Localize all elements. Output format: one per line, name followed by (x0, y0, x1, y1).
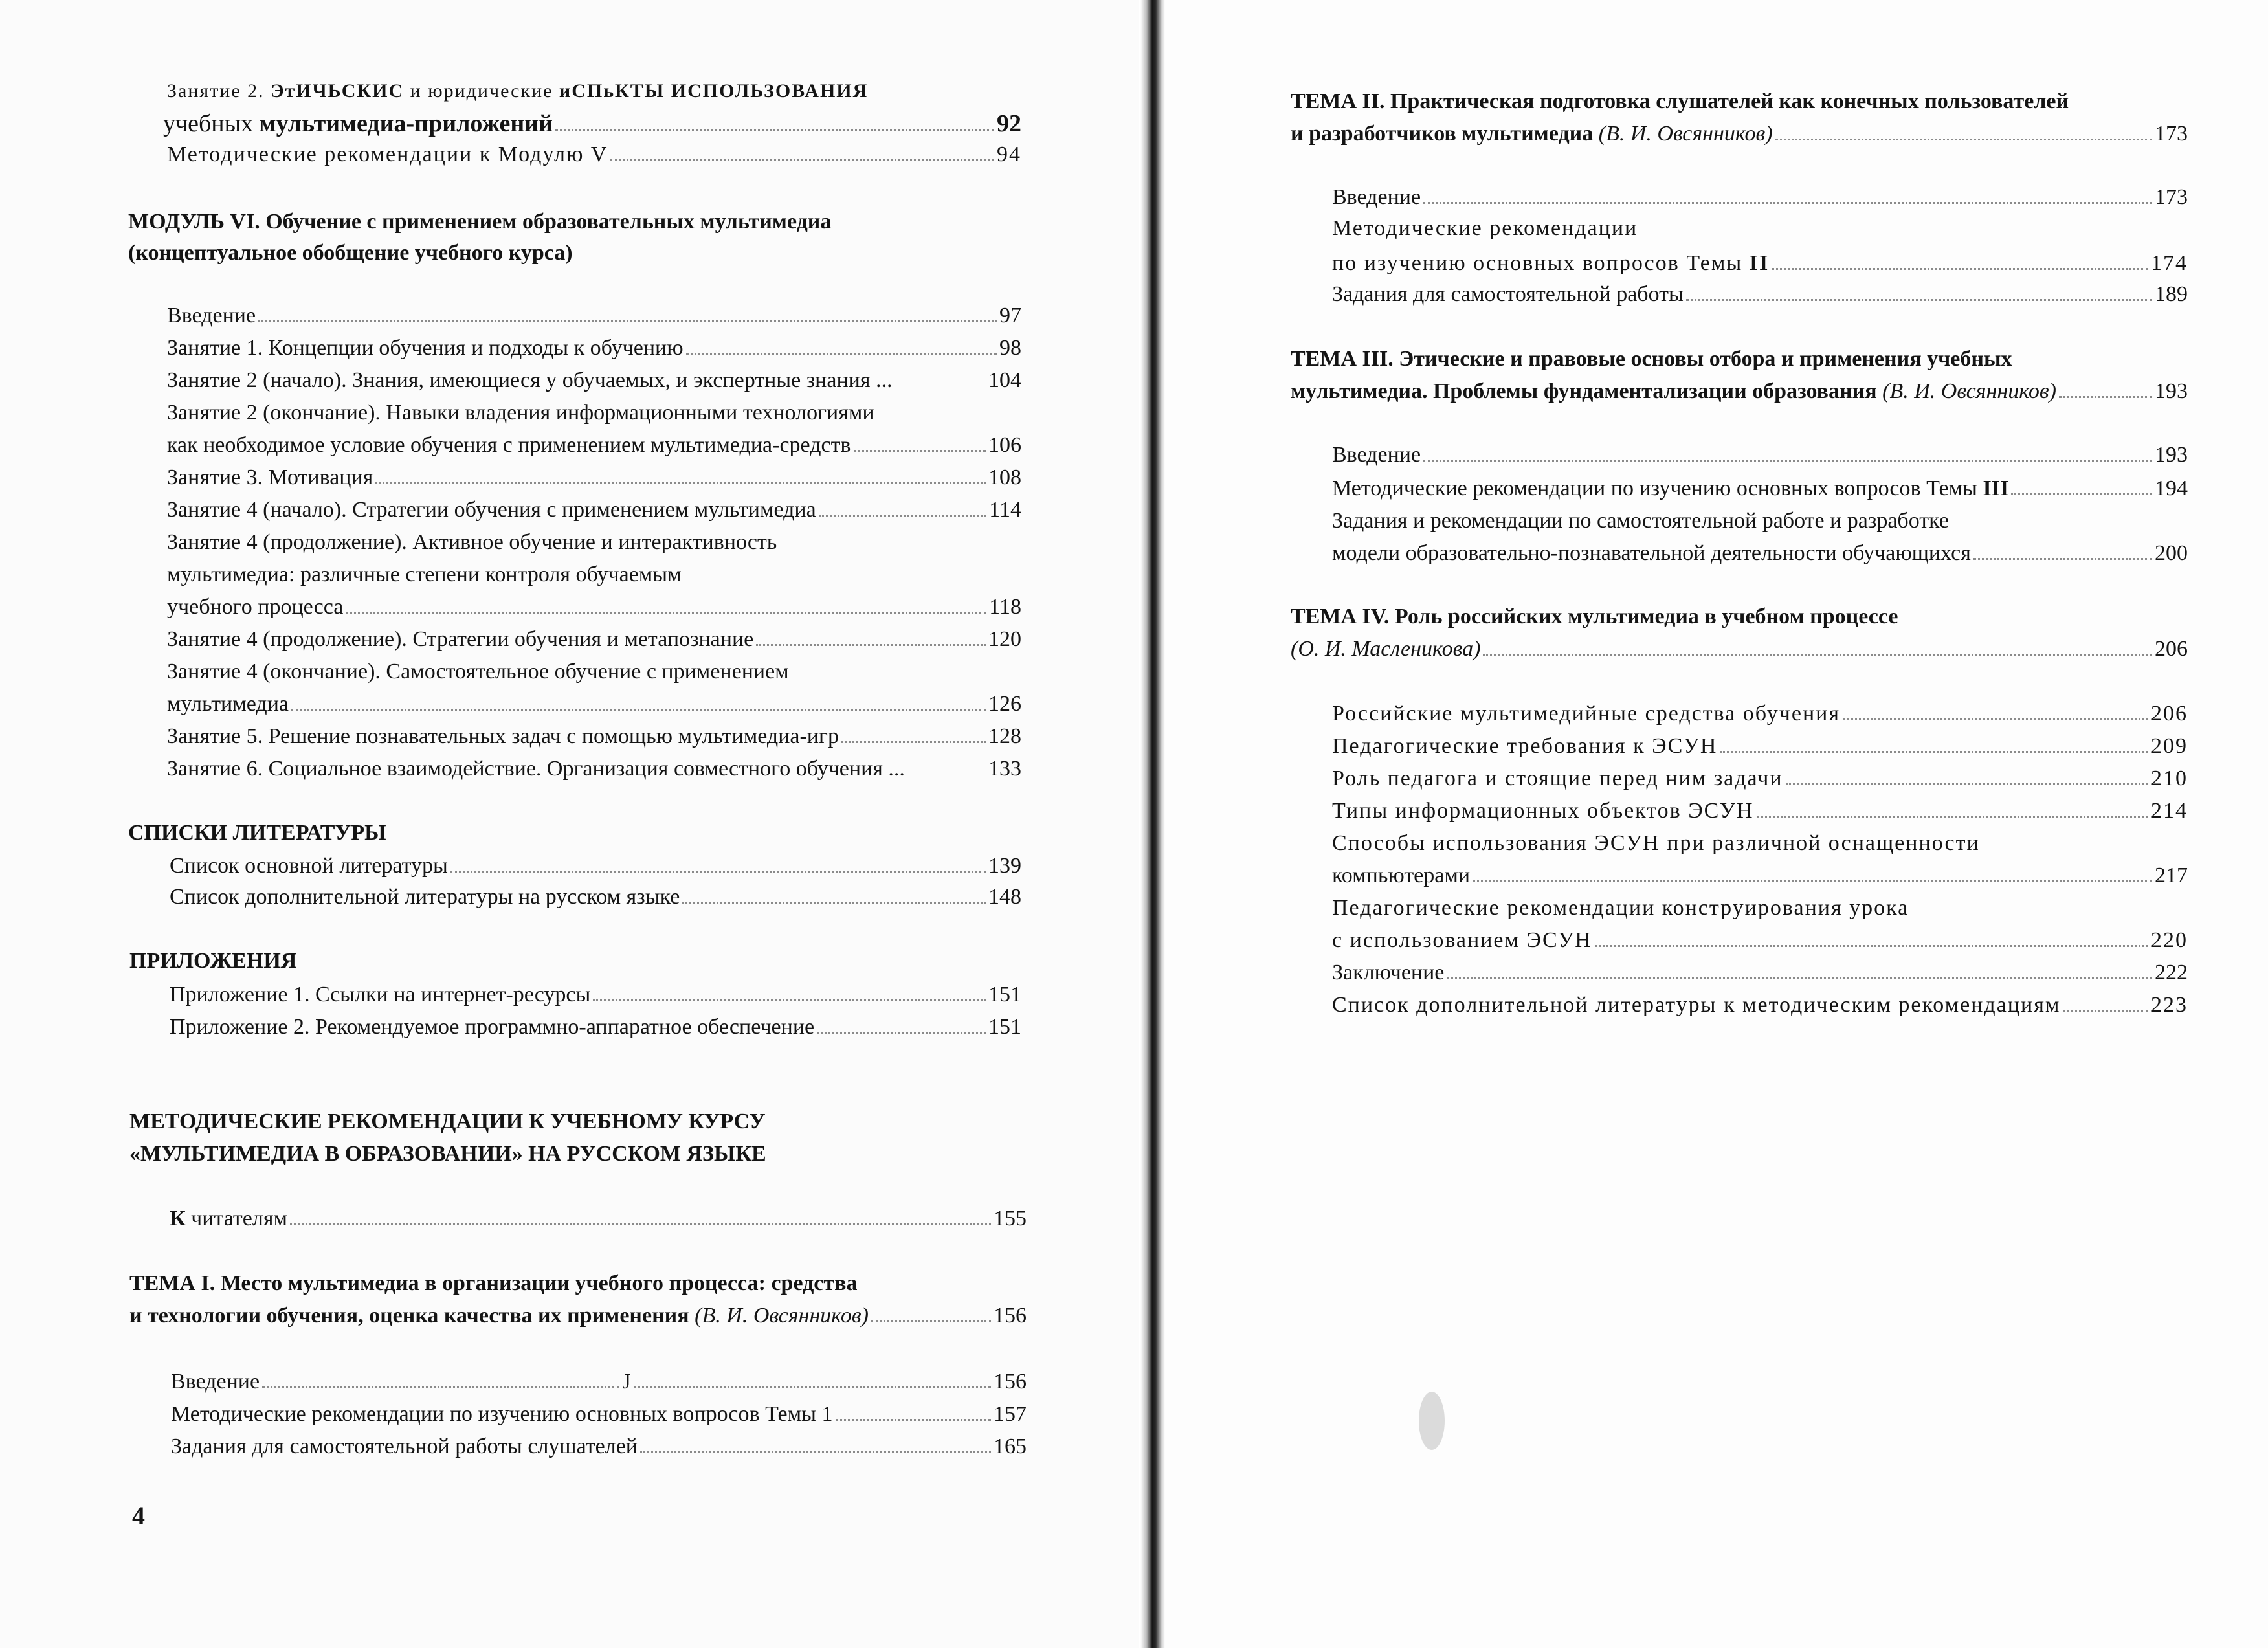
page-ref: 206 (2151, 702, 2188, 726)
entry-text: Занятие 4 (окончание). Самостоятельное обучение с применением (167, 660, 789, 684)
entry-text: модели образовательно-познавательной деятельности обучающихся (1332, 541, 1971, 565)
page-ref: 193 (2155, 443, 2188, 467)
page-ref: 120 (988, 627, 1021, 651)
toc-entry (1332, 439, 2188, 471)
dot-leader (346, 612, 986, 614)
page-ref: 128 (988, 724, 1021, 748)
appendices-heading: ПРИЛОЖЕНИЯ (129, 949, 297, 973)
dot-leader (1595, 945, 2148, 947)
scan-smudge (1419, 1392, 1445, 1450)
entry-mark: J (622, 1370, 631, 1394)
recs-heading-line1: МЕТОДИЧЕСКИЕ РЕКОМЕНДАЦИИ К УЧЕБНОМУ КУРСУ (129, 1109, 766, 1133)
page-number: 4 (132, 1501, 145, 1530)
page-ref: 114 (989, 498, 1021, 522)
entry-text: Список основной литературы (170, 854, 448, 878)
right-page (1165, 0, 2268, 1648)
dot-leader (841, 741, 986, 743)
toc-entry (167, 429, 1021, 462)
page-ref: 156 (994, 1370, 1027, 1394)
dot-leader (1423, 202, 2152, 204)
entry-text: Способы использования ЭСУН при различной оснащенности (1332, 831, 1980, 855)
page-ref: 151 (988, 983, 1021, 1007)
page-ref: 200 (2155, 541, 2188, 565)
entry-text: Занятие 4 (продолжение). Стратегии обучения и метапознание (167, 627, 754, 651)
toc-entry (167, 753, 1021, 785)
entry-text: Задания для самостоятельной работы слушателей (171, 1434, 638, 1458)
module6-heading-line2: (концептуальное обобщение учебного курса) (128, 241, 573, 265)
entry-text: Задания и рекомендации по самостоятельной работе и разработке (1332, 509, 1949, 533)
entry-text: читателям (191, 1207, 288, 1230)
page-ref: 94 (997, 142, 1021, 166)
author: (В. И. Овсянников) (1882, 379, 2056, 403)
entry-text-bold: мультимедиа-приложений (259, 110, 553, 137)
toc-entry (1332, 537, 2188, 570)
theme2-heading-line1: ТЕМА II. Практическая подготовка слушателей как конечных пользователей (1291, 89, 2069, 113)
toc-entry-lesson2-ethics-line1 (167, 75, 1021, 107)
dot-leader (1447, 977, 2152, 979)
toc-entry (167, 300, 1021, 332)
entry-text: учебных (163, 110, 254, 137)
theme1-heading-line1: ТЕМА I. Место мультимедиа в организации учебного процесса: средства (129, 1271, 858, 1295)
dot-leader (1786, 783, 2148, 785)
toc-entry (1332, 473, 2188, 505)
dot-leader (756, 644, 986, 646)
toc-entry (170, 850, 1021, 882)
page-ref: 173 (2155, 185, 2188, 209)
toc-entry (1332, 763, 2188, 795)
entry-text: Российские мультимедийные средства обучения (1332, 702, 1841, 726)
toc-entry (167, 397, 874, 429)
entry-text: Введение (1332, 443, 1421, 467)
entry-text: Занятие 4 (начало). Стратегии обучения с применением мультимедиа (167, 498, 816, 522)
dot-leader (2011, 493, 2152, 495)
toc-entry (167, 656, 789, 688)
entry-text: Введение (167, 304, 256, 328)
entry-text-bold: К (170, 1207, 186, 1230)
page-ref: 210 (2151, 766, 2188, 790)
page-ref: 126 (988, 692, 1021, 716)
dot-leader (640, 1451, 991, 1453)
page-ref: 148 (988, 885, 1021, 909)
toc-entry (1332, 730, 2188, 763)
theme4-heading-line2 (1291, 633, 2188, 665)
dot-leader (686, 353, 997, 355)
entry-text: Методические рекомендации к Модулю V (167, 142, 608, 166)
entry-text: по изучению основных вопросов Темы (1332, 251, 1743, 275)
entry-text: Педагогические рекомендации конструирования урока (1332, 896, 1909, 920)
dot-leader (854, 450, 986, 452)
page-ref: 174 (2151, 251, 2188, 275)
toc-entry-module5-recs (167, 139, 1021, 171)
dot-leader (291, 709, 986, 711)
recs-heading-line2: «МУЛЬТИМЕДИА В ОБРАЗОВАНИИ» НА РУССКОМ ЯЗЫКЕ (129, 1142, 766, 1166)
toc-entry (1332, 892, 1909, 924)
module6-heading-line1: МОДУЛЬ VI. Обучение с применением образовательных мультимедиа (128, 210, 832, 234)
dot-leader (1973, 558, 2152, 560)
toc-entry (171, 1431, 1027, 1463)
entry-text: Заключение (1332, 961, 1445, 985)
entry-text: с использованием ЭСУН (1332, 928, 1592, 952)
entry-text-bold: II (1749, 251, 1770, 275)
toc-entry (167, 494, 1021, 526)
entry-text: Введение (1332, 185, 1421, 209)
entry-text: Типы информационных объектов ЭСУН (1332, 799, 1754, 823)
page-ref: 151 (988, 1015, 1021, 1039)
toc-entry (167, 720, 1021, 753)
page-ref: 106 (988, 433, 1021, 457)
entry-text-bold: ЭтИЧЬСКИС (271, 80, 405, 102)
page-ref: 155 (994, 1207, 1027, 1230)
dot-leader (375, 482, 986, 484)
toc-entry (170, 1011, 1021, 1043)
page-ref: 133 (988, 757, 1021, 781)
toc-entry (1332, 924, 2188, 957)
dot-leader (1720, 751, 2148, 753)
toc-entry (1332, 505, 1949, 537)
page-ref: 139 (988, 854, 1021, 878)
dot-leader (450, 871, 986, 873)
entry-text-bold: III (1983, 476, 2009, 500)
entry-text: Список дополнительной литературы на русском языке (170, 885, 680, 909)
page-ref: 222 (2155, 961, 2188, 985)
entry-text: компьютерами (1332, 863, 1471, 887)
entry-text: Методические рекомендации по изучению основных вопросов Темы 1 (171, 1402, 833, 1426)
entry-text: Список дополнительной литературы к методическим рекомендациям (1332, 993, 2061, 1017)
author: (О. И. Масленикова) (1291, 637, 1481, 661)
dot-leader (1686, 299, 2152, 301)
dot-leader (1483, 654, 2152, 656)
toc-entry (1332, 212, 1638, 245)
dot-leader (1423, 460, 2152, 462)
page-ref: 118 (989, 595, 1021, 619)
author: (В. И. Овсянников) (1598, 122, 1773, 146)
entry-text: Введение (171, 1370, 260, 1394)
heading-text: и разработчиков мультимедиа (1291, 122, 1594, 146)
page-ref: 98 (999, 336, 1021, 360)
entry-text: и юридические (410, 80, 553, 102)
toc-entry (1332, 957, 2188, 989)
entry-text: мультимедиа (167, 692, 289, 716)
theme2-heading-line2 (1291, 118, 2188, 150)
entry-text: учебного процесса (167, 595, 344, 619)
dot-leader (1843, 718, 2148, 720)
dot-leader (2063, 1010, 2148, 1012)
page-ref: 156 (994, 1304, 1027, 1328)
page-ref: 165 (994, 1434, 1027, 1458)
author: (В. И. Овсянников) (695, 1304, 869, 1328)
page-ref: 209 (2151, 734, 2188, 758)
theme3-heading-line2 (1291, 375, 2188, 408)
toc-entry (170, 881, 1021, 913)
toc-entry (167, 591, 1021, 623)
dot-leader (555, 129, 994, 131)
toc-entry (167, 559, 682, 591)
entry-text: мультимедиа: различные степени контроля обучаемым (167, 562, 682, 586)
toc-entry (1332, 278, 2188, 311)
entry-text: Занятие 2 (окончание). Навыки владения информационными технологиями (167, 401, 874, 425)
dot-leader (682, 902, 986, 904)
page-ref: 104 (988, 368, 1021, 392)
entry-text: Приложение 2. Рекомендуемое программно-аппаратное обеспечение (170, 1015, 815, 1039)
toc-entry (171, 1398, 1027, 1431)
dot-leader (634, 1386, 991, 1388)
page-ref: 206 (2155, 637, 2188, 661)
toc-entry (1332, 860, 2188, 892)
entry-text-bold: иСПьКТЫ ИСПОЛЬЗОВАНИЯ (559, 80, 869, 102)
page-ref: 97 (999, 304, 1021, 328)
dot-leader (871, 1320, 991, 1322)
entry-text: Методические рекомендации по изучению основных вопросов Темы (1332, 476, 1977, 500)
dot-leader (1473, 880, 2152, 882)
toc-entry (1332, 181, 2188, 214)
heading-text: мультимедиа. Проблемы фундаментализации образования (1291, 379, 1877, 403)
toc-entry (1332, 989, 2188, 1021)
dot-leader (2059, 396, 2152, 398)
page-ref: 157 (994, 1402, 1027, 1426)
dot-leader (610, 159, 994, 161)
page-ref: 214 (2151, 799, 2188, 823)
page-ref: 173 (2155, 122, 2188, 146)
literature-heading: СПИСКИ ЛИТЕРАТУРЫ (128, 821, 386, 845)
toc-entry (1332, 247, 2188, 280)
dot-leader (1772, 268, 2148, 270)
dot-leader (258, 320, 997, 322)
page-ref: 220 (2151, 928, 2188, 952)
entry-text: Задания для самостоятельной работы (1332, 282, 1684, 306)
entry-text: Занятие 3. Мотивация (167, 465, 373, 489)
dot-leader (836, 1419, 992, 1421)
toc-entry-lesson2-ethics-line2 (163, 107, 1021, 140)
entry-text: Занятие 1. Концепции обучения и подходы к обучению (167, 336, 684, 360)
page-ref: 189 (2155, 282, 2188, 306)
dot-leader (819, 515, 987, 517)
dot-leader (593, 999, 986, 1001)
dot-leader (817, 1032, 986, 1034)
entry-text: как необходимое условие обучения с применением мультимедиа-средств (167, 433, 851, 457)
entry-text: Занятие 6. Социальное взаимодействие. Организация совместного обучения ... (167, 757, 905, 781)
entry-text: Занятие 2. (167, 80, 265, 102)
theme4-heading-line1: ТЕМА IV. Роль российских мультимедиа в учебном процессе (1291, 605, 1898, 629)
toc-entry (171, 1366, 1027, 1398)
page-ref: 223 (2151, 993, 2188, 1017)
entry-text: Занятие 5. Решение познавательных задач с помощью мультимедиа-игр (167, 724, 839, 748)
entry-text: Занятие 4 (продолжение). Активное обучение и интерактивность (167, 530, 777, 554)
toc-entry (170, 979, 1021, 1011)
entry-text: Педагогические требования к ЭСУН (1332, 734, 1718, 758)
toc-entry (167, 462, 1021, 494)
page-ref: 217 (2155, 863, 2188, 887)
theme3-heading-line1: ТЕМА III. Этические и правовые основы отбора и применения учебных (1291, 347, 2012, 371)
toc-entry (1332, 795, 2188, 827)
page-ref: 193 (2155, 379, 2188, 403)
entry-text: Приложение 1. Ссылки на интернет-ресурсы (170, 983, 591, 1007)
entry-text: Роль педагога и стоящие перед ним задачи (1332, 766, 1783, 790)
theme1-heading-line2 (129, 1300, 1027, 1332)
dot-leader (290, 1223, 991, 1225)
entry-text: Занятие 2 (начало). Знания, имеющиеся у обучаемых, и экспертные знания ... (167, 368, 893, 392)
toc-entry (1332, 827, 1980, 860)
page-ref: 108 (988, 465, 1021, 489)
dot-leader (1775, 139, 2152, 140)
heading-text: и технологии обучения, оценка качества их применения (129, 1304, 689, 1328)
page-ref: 92 (997, 110, 1021, 137)
book-spine (1140, 0, 1165, 1648)
toc-entry (167, 623, 1021, 656)
dot-leader (262, 1386, 619, 1388)
toc-entry-to-readers (170, 1203, 1027, 1235)
entry-text: Методические рекомендации (1332, 216, 1638, 240)
toc-entry (167, 332, 1021, 364)
toc-entry (167, 526, 777, 559)
toc-entry (167, 364, 1021, 397)
toc-entry (1332, 698, 2188, 730)
toc-entry (167, 688, 1021, 720)
page-ref: 194 (2155, 476, 2188, 500)
dot-leader (1757, 816, 2148, 818)
